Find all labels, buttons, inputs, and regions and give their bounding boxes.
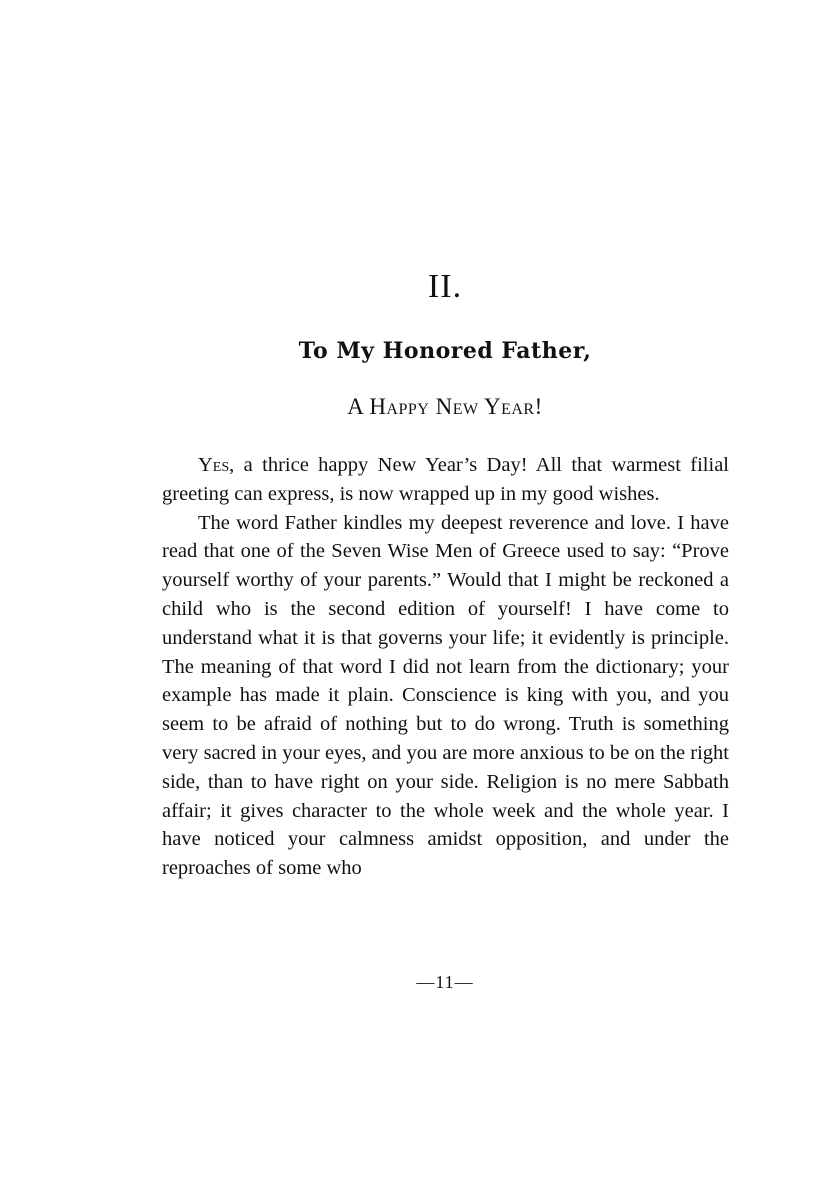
- paragraph-1-text: a thrice happy New Year’s Day! All that warmest filial greeting can express, is now wrapped up in my good wishes.: [162, 454, 729, 505]
- paragraph-2: The word Father kindles my deepest reverence and love. I have read that one of the Seven Wise Men of Greece used to say: “Prove yourself worthy of your parents.” Would that I might be reckoned a child who is the second edition of yourself! I have come to understand what it is that governs your life; it evidently is principle. The meaning of that word I did not learn from the dictionary; your example has made it plain. Conscience is king with you, and you seem to be afraid of nothing but to do wrong. Truth is something very sacred in your eyes, and you are more anxious to be on the right side, than to have right on your side. Religion is no mere Sabbath affair; it gives character to the whole week and the whole year. I have noticed your calmness amidst opposition, and under the reproaches of some who: [162, 511, 729, 880]
- paragraph-lead-word: Yes,: [198, 454, 235, 476]
- page-number: —11—: [416, 972, 474, 992]
- paragraph-1: [162, 451, 729, 509]
- dedication-heading: To My Honored Father,: [298, 338, 592, 364]
- body-text: [162, 451, 729, 883]
- chapter-number: II.: [427, 268, 463, 305]
- subtitle-heading: A Happy New Year!: [347, 394, 543, 419]
